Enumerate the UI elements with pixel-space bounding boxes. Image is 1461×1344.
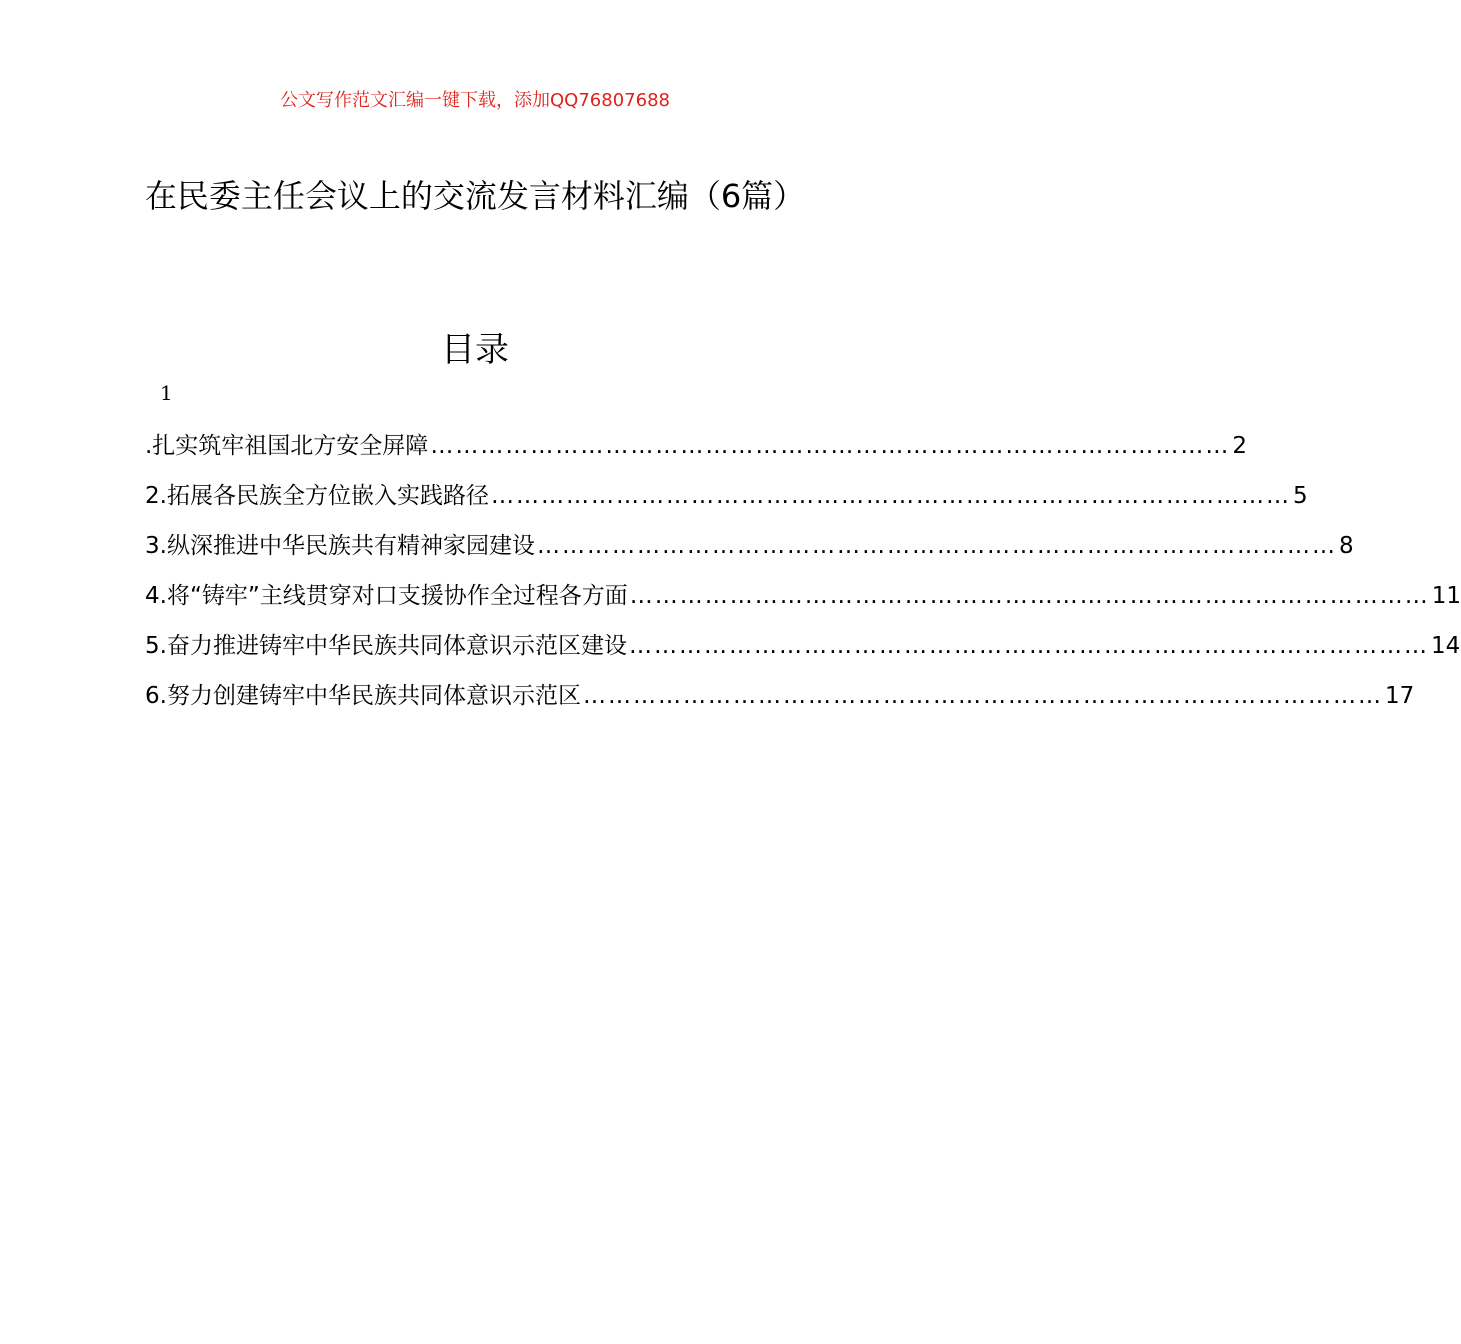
toc-item-label: 4.将“铸牢”主线贯穿对口支援协作全过程各方面 <box>145 583 628 609</box>
toc-item-page: 14 <box>1430 633 1461 659</box>
toc-item[interactable] <box>145 421 1247 471</box>
toc-dot-leader: …………………………………………………………………………………… <box>490 483 1291 509</box>
toc-item-label: 3.纵深推进中华民族共有精神家园建设 <box>145 533 535 559</box>
toc-heading: 目录 <box>441 330 509 370</box>
toc-item-page: 5 <box>1292 483 1308 509</box>
toc-item-label: 6.努力创建铸牢中华民族共同体意识示范区 <box>145 683 581 709</box>
download-watermark: 公文写作范文汇编一键下载，添加QQ76807688 <box>280 90 670 111</box>
toc-item-label: .扎实筑牢祖国北方安全屏障 <box>145 433 429 459</box>
toc-item-page: 17 <box>1384 683 1415 709</box>
toc-item[interactable] <box>145 621 1461 671</box>
toc-dot-leader: …………………………………………………………………………………… <box>430 433 1231 459</box>
toc-item[interactable] <box>145 571 1461 621</box>
toc-item[interactable] <box>145 671 1415 721</box>
toc-dot-leader: …………………………………………………………………………………… <box>582 683 1383 709</box>
toc-dot-leader: …………………………………………………………………………………… <box>629 583 1430 609</box>
toc-item-label: 5.奋力推进铸牢中华民族共同体意识示范区建设 <box>145 633 627 659</box>
toc-item-label: 2.拓展各民族全方位嵌入实践路径 <box>145 483 489 509</box>
toc-item-page: 8 <box>1338 533 1354 559</box>
toc-item[interactable] <box>145 521 1354 571</box>
toc-stray-number: 1 <box>160 381 173 405</box>
toc-item-page: 2 <box>1232 433 1247 459</box>
toc-dot-leader: …………………………………………………………………………………… <box>628 633 1429 659</box>
toc-dot-leader: …………………………………………………………………………………… <box>536 533 1337 559</box>
document-title: 在民委主任会议上的交流发言材料汇编（6篇） <box>144 177 806 215</box>
toc-item[interactable] <box>145 471 1308 521</box>
table-of-contents <box>145 421 1461 721</box>
toc-item-page: 11 <box>1431 583 1461 609</box>
